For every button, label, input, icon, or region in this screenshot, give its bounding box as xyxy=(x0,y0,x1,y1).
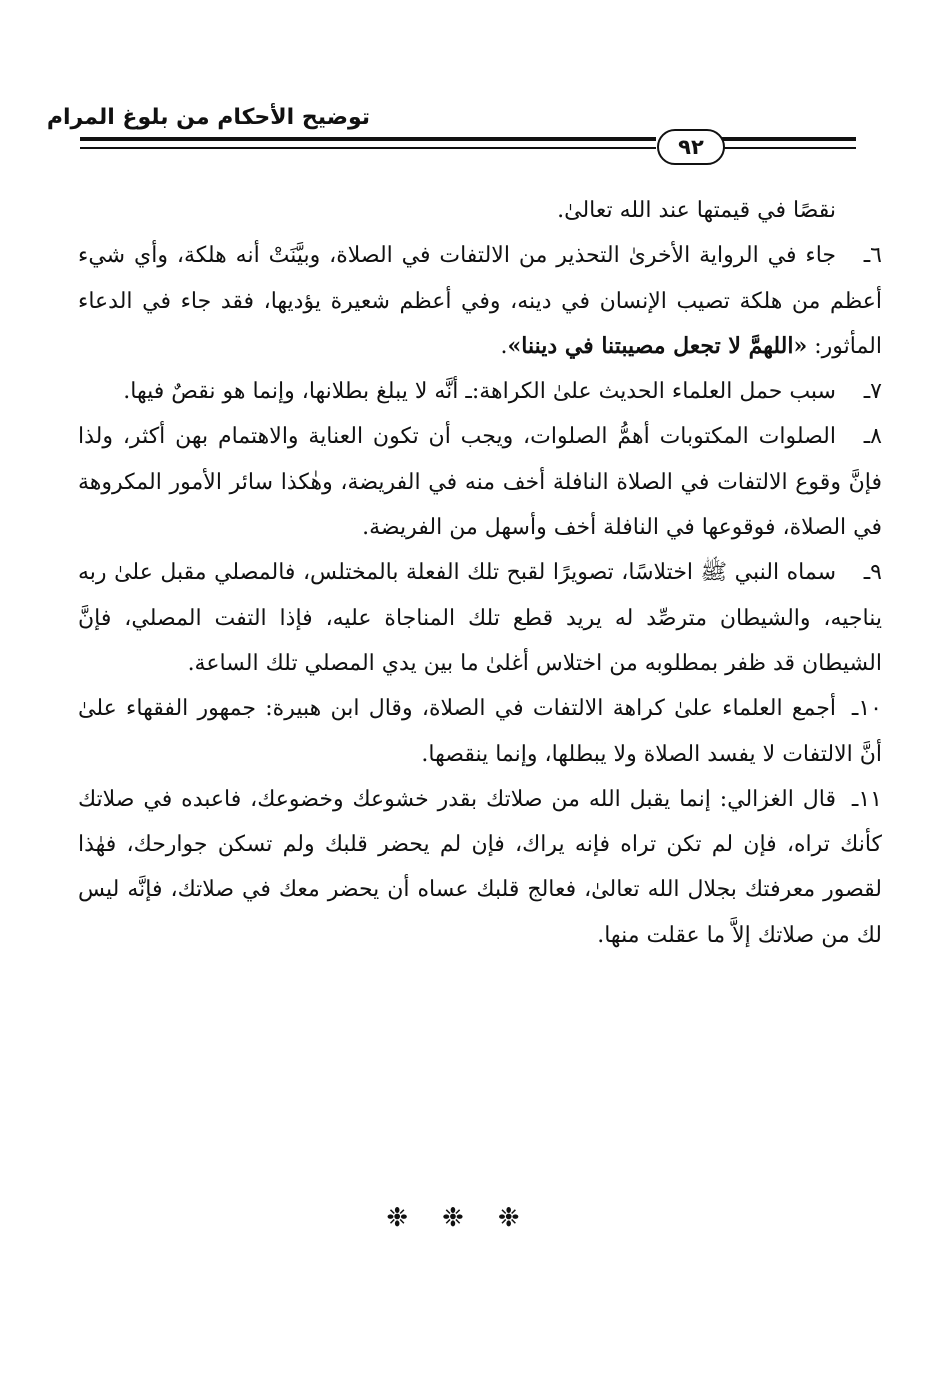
page-number-badge: ٩٢ xyxy=(657,129,725,165)
header-rule-right-bottom xyxy=(722,147,856,149)
item-text: جاء في الرواية الأخرىٰ التحذير من الالتفات في الصلاة، وبيَّنَتْ أنه هلكة، وأي شيء أعظم من هلكة تصيب الإنسان في دينه، وفي أعظم شعيرة يؤديها، فقد جاء في الدعاء المأثور: xyxy=(78,243,882,359)
continuation-paragraph: نقصًا في قيمتها عند الله تعالىٰ. xyxy=(557,198,836,223)
item-text-end: . xyxy=(500,333,508,359)
item-number: ٦ـ xyxy=(863,243,882,269)
running-title: توضيح الأحكام من بلوغ المرام xyxy=(46,105,370,130)
list-item xyxy=(78,686,882,777)
list-item xyxy=(78,550,882,686)
prayer-quote: «اللهمَّ لا تجعل مصيبتنا في ديننا» xyxy=(507,332,808,359)
item-text: الصلوات المكتوبات أهمُّ الصلوات، ويجب أن تكون العناية والاهتمام بهن أكثر، ولذا فإنَّ وقوع الالتفات في الصلاة النافلة أخف منه في الفريضة، وهٰكذا سائر الأمور المكروهة في الصلاة، فوقوعها في النافلة أخف وأسهل من الفريضة. xyxy=(78,424,882,541)
list-item xyxy=(78,369,882,414)
item-text: سماه النبي ﷺ اختلاسًا، تصويرًا لقبح تلك الفعلة بالمختلس، فالمصلي مقبل علىٰ ربه يناجيه، والشيطان مترصِّد له يريد قطع تلك المناجاة عليه، فإذا التفت المصلي، فإنَّ الشيطان قد ظفر بمطلوبه من اختلاس أغلىٰ ما بين يدي المصلي تلك الساعة. xyxy=(78,560,882,676)
list-item xyxy=(78,777,882,958)
item-text: أجمع العلماء علىٰ كراهة الالتفات في الصلاة، وقال ابن هبيرة: جمهور الفقهاء علىٰ أنَّ الالتفات لا يفسد الصلاة ولا يبطلها، وإنما ينقصها. xyxy=(78,696,882,767)
main-text xyxy=(78,188,882,958)
list-item xyxy=(78,233,882,369)
item-number: ٨ـ xyxy=(863,424,882,450)
item-text: سبب حمل العلماء الحديث علىٰ الكراهة:ـ أنَّه لا يبلغ بطلانها، وإنما هو نقصٌ فيها. xyxy=(123,379,836,405)
list-item xyxy=(78,414,882,550)
item-number: ١٠ـ xyxy=(851,696,882,722)
item-number: ١١ـ xyxy=(851,786,882,812)
item-number: ٩ـ xyxy=(863,560,882,586)
item-number: ٧ـ xyxy=(863,379,882,405)
header-rule-left-bottom xyxy=(80,147,656,149)
header-rule-right-top xyxy=(722,137,856,141)
header-rule-left-top xyxy=(80,137,656,141)
section-separator: ❉❉❉ xyxy=(386,1203,554,1233)
item-text: قال الغزالي: إنما يقبل الله من صلاتك بقدر خشوعك وخضوعك، فاعبده في صلاتك كأنك تراه، فإن لم تكن تراه فإنه يراك، فإن لم يحضر قلبك ولم تسكن جوارحك، فهٰذا لقصور معرفتك بجلال الله تعالىٰ، فعالج قلبك عساه أن يحضر معك في صلاتك، فإنَّه ليس لك من صلاتك إلاَّ ما عقلت منها. xyxy=(78,786,882,948)
